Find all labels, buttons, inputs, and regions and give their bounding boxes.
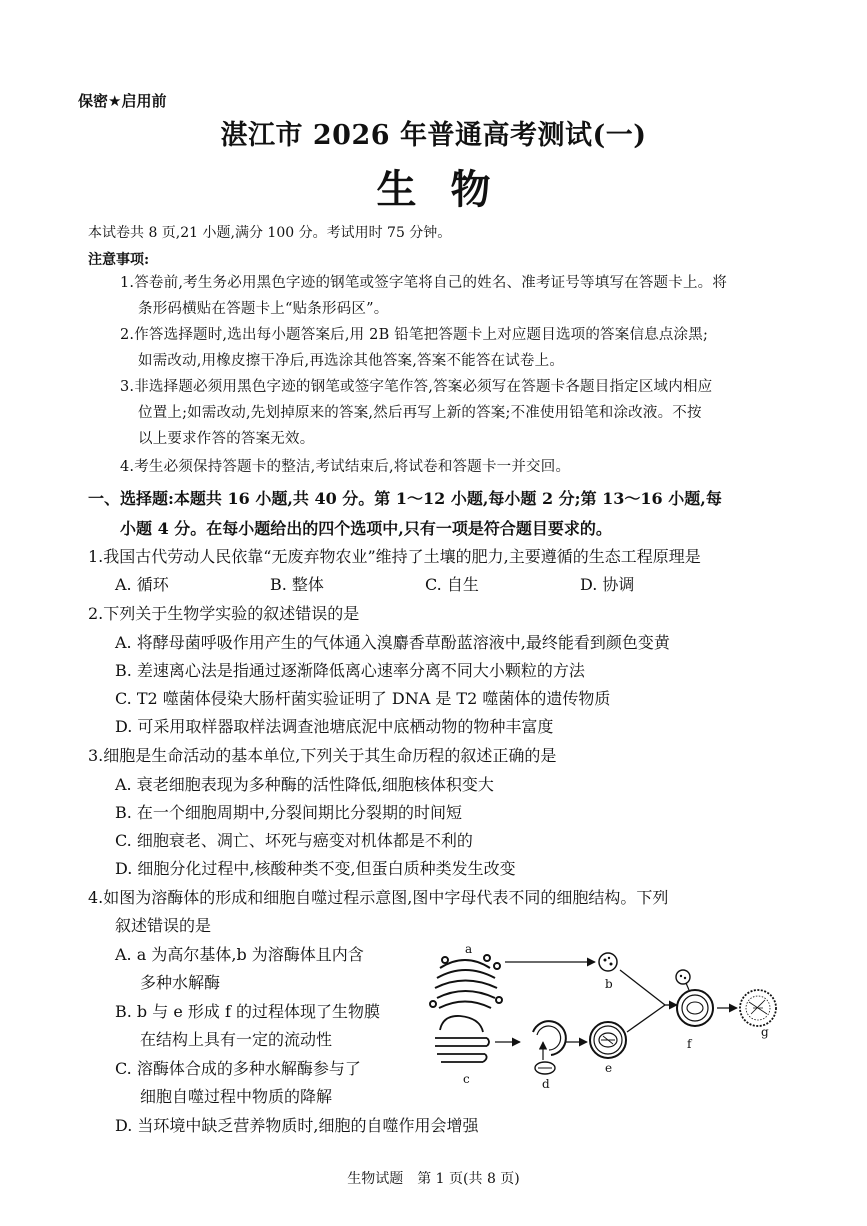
option-d: D. 当环境中缺乏营养物质时,细胞的自噬作用会增强 (115, 1116, 479, 1135)
note-item-3 (120, 374, 800, 452)
question-4-stem: 4.如图为溶酶体的形成和细胞自噬过程示意图,图中字母代表不同的细胞结构。下列 (88, 888, 669, 907)
option-c: C. 溶酶体合成的多种水解酶参与了 (115, 1059, 361, 1078)
section-heading (88, 484, 788, 544)
notes-title: 注意事项: (88, 252, 150, 268)
label-c: c (463, 1072, 470, 1086)
question-1-options (115, 572, 735, 595)
label-d: d (542, 1077, 550, 1090)
page-footer: 生物试题 第 1 页(共 8 页) (347, 1171, 520, 1187)
note-line: 以上要求作答的答案无效。 (138, 431, 315, 447)
option-d: D. 可采用取样器取样法调查池塘底泥中底栖动物的物种丰富度 (115, 717, 554, 736)
autolysosome (676, 970, 713, 1026)
subject-title: 生物 (376, 166, 525, 213)
option-b-cont: 在结构上具有一定的流动性 (140, 1030, 333, 1049)
note-item-1 (120, 270, 800, 322)
question-3-stem: 3.细胞是生命活动的基本单位,下列关于其生命历程的叙述正确的是 (88, 746, 557, 765)
label-b: b (605, 977, 613, 991)
phagophore (533, 1021, 566, 1074)
question-2-stem: 2.下列关于生物学实验的叙述错误的是 (88, 604, 360, 623)
endoplasmic-reticulum (435, 1016, 489, 1062)
option-b: B. 差速离心法是指通过逐渐降低离心速率分离不同大小颗粒的方法 (115, 661, 585, 680)
option-c: C. 自生 (425, 575, 479, 594)
option-c-cont: 细胞自噬过程中物质的降解 (140, 1087, 333, 1106)
option-a: A. 循环 (115, 575, 169, 594)
note-line: 位置上;如需改动,先划掉原来的答案,然后再写上新的答案;不准使用铅笔和涂改液。不按 (138, 405, 702, 421)
option-a: A. 衰老细胞表现为多种酶的活性降低,细胞核体积变大 (115, 775, 494, 794)
note-line: 1.答卷前,考生务必用黑色字迹的钢笔或签字笔将自己的姓名、准考证号等填写在答题卡上。将 (120, 275, 728, 291)
option-b: B. 整体 (270, 575, 324, 594)
golgi-apparatus (430, 955, 502, 1008)
option-c: C. T2 噬菌体侵染大肠杆菌实验证明了 DNA 是 T2 噬菌体的遗传物质 (115, 689, 611, 708)
option-a: A. 将酵母菌呼吸作用产生的气体通入溴麝香草酚蓝溶液中,最终能看到颜色变黄 (115, 633, 670, 652)
label-g: g (761, 1025, 769, 1039)
option-a: A. a 为高尔基体,b 为溶酶体且内含 (115, 945, 364, 964)
question-1-stem: 1.我国古代劳动人民依靠“无废弃物农业”维持了土壤的肥力,主要遵循的生态工程原理是 (88, 547, 701, 566)
note-item-2 (120, 322, 800, 374)
label-a: a (465, 942, 473, 956)
residual-body (740, 990, 776, 1026)
label-e: e (605, 1061, 613, 1075)
label-f: f (687, 1037, 692, 1051)
arrow-e-f (627, 1005, 665, 1032)
arrow-b-f (620, 970, 665, 1005)
option-c: C. 细胞衰老、凋亡、坏死与癌变对机体都是不利的 (115, 831, 473, 850)
note-line: 如需改动,用橡皮擦干净后,再选涂其他答案,答案不能答在试卷上。 (138, 353, 565, 369)
option-a-cont: 多种水解酶 (140, 973, 221, 992)
option-d: D. 细胞分化过程中,核酸种类不变,但蛋白质种类发生改变 (115, 859, 516, 878)
note-item-4 (120, 454, 800, 480)
exam-intro: 本试卷共 8 页,21 小题,满分 100 分。考试用时 75 分钟。 (88, 225, 452, 241)
secret-label: 保密★启用前 (78, 92, 167, 110)
exam-title: 湛江市 2026 年普通高考测试(一) (220, 120, 647, 151)
autophagosome (590, 1022, 626, 1058)
autophagy-diagram (425, 940, 785, 1090)
note-line: 4.考生必须保持答题卡的整洁,考试结束后,将试卷和答题卡一并交回。 (120, 459, 571, 475)
option-b: B. 在一个细胞周期中,分裂间期比分裂期的时间短 (115, 803, 463, 822)
lysosome (599, 953, 617, 971)
option-b: B. b 与 e 形成 f 的过程体现了生物膜 (115, 1002, 380, 1021)
question-4-stem-cont: 叙述错误的是 (115, 916, 212, 935)
note-line: 3.非选择题必须用黑色字迹的钢笔或签字笔作答,答案必须写在答题卡各题目指定区域内相应 (120, 379, 713, 395)
note-line: 2.作答选择题时,选出每小题答案后,用 2B 铅笔把答题卡上对应题目选项的答案信息点涂黑; (120, 327, 709, 343)
section-line: 一、选择题:本题共 16 小题,共 40 分。第 1～12 小题,每小题 2 分;第 13～16 小题,每 (88, 489, 722, 508)
section-line: 小题 4 分。在每小题给出的四个选项中,只有一项是符合题目要求的。 (120, 519, 612, 538)
note-line: 条形码横贴在答题卡上“贴条形码区”。 (138, 301, 389, 317)
option-d: D. 协调 (580, 575, 635, 594)
